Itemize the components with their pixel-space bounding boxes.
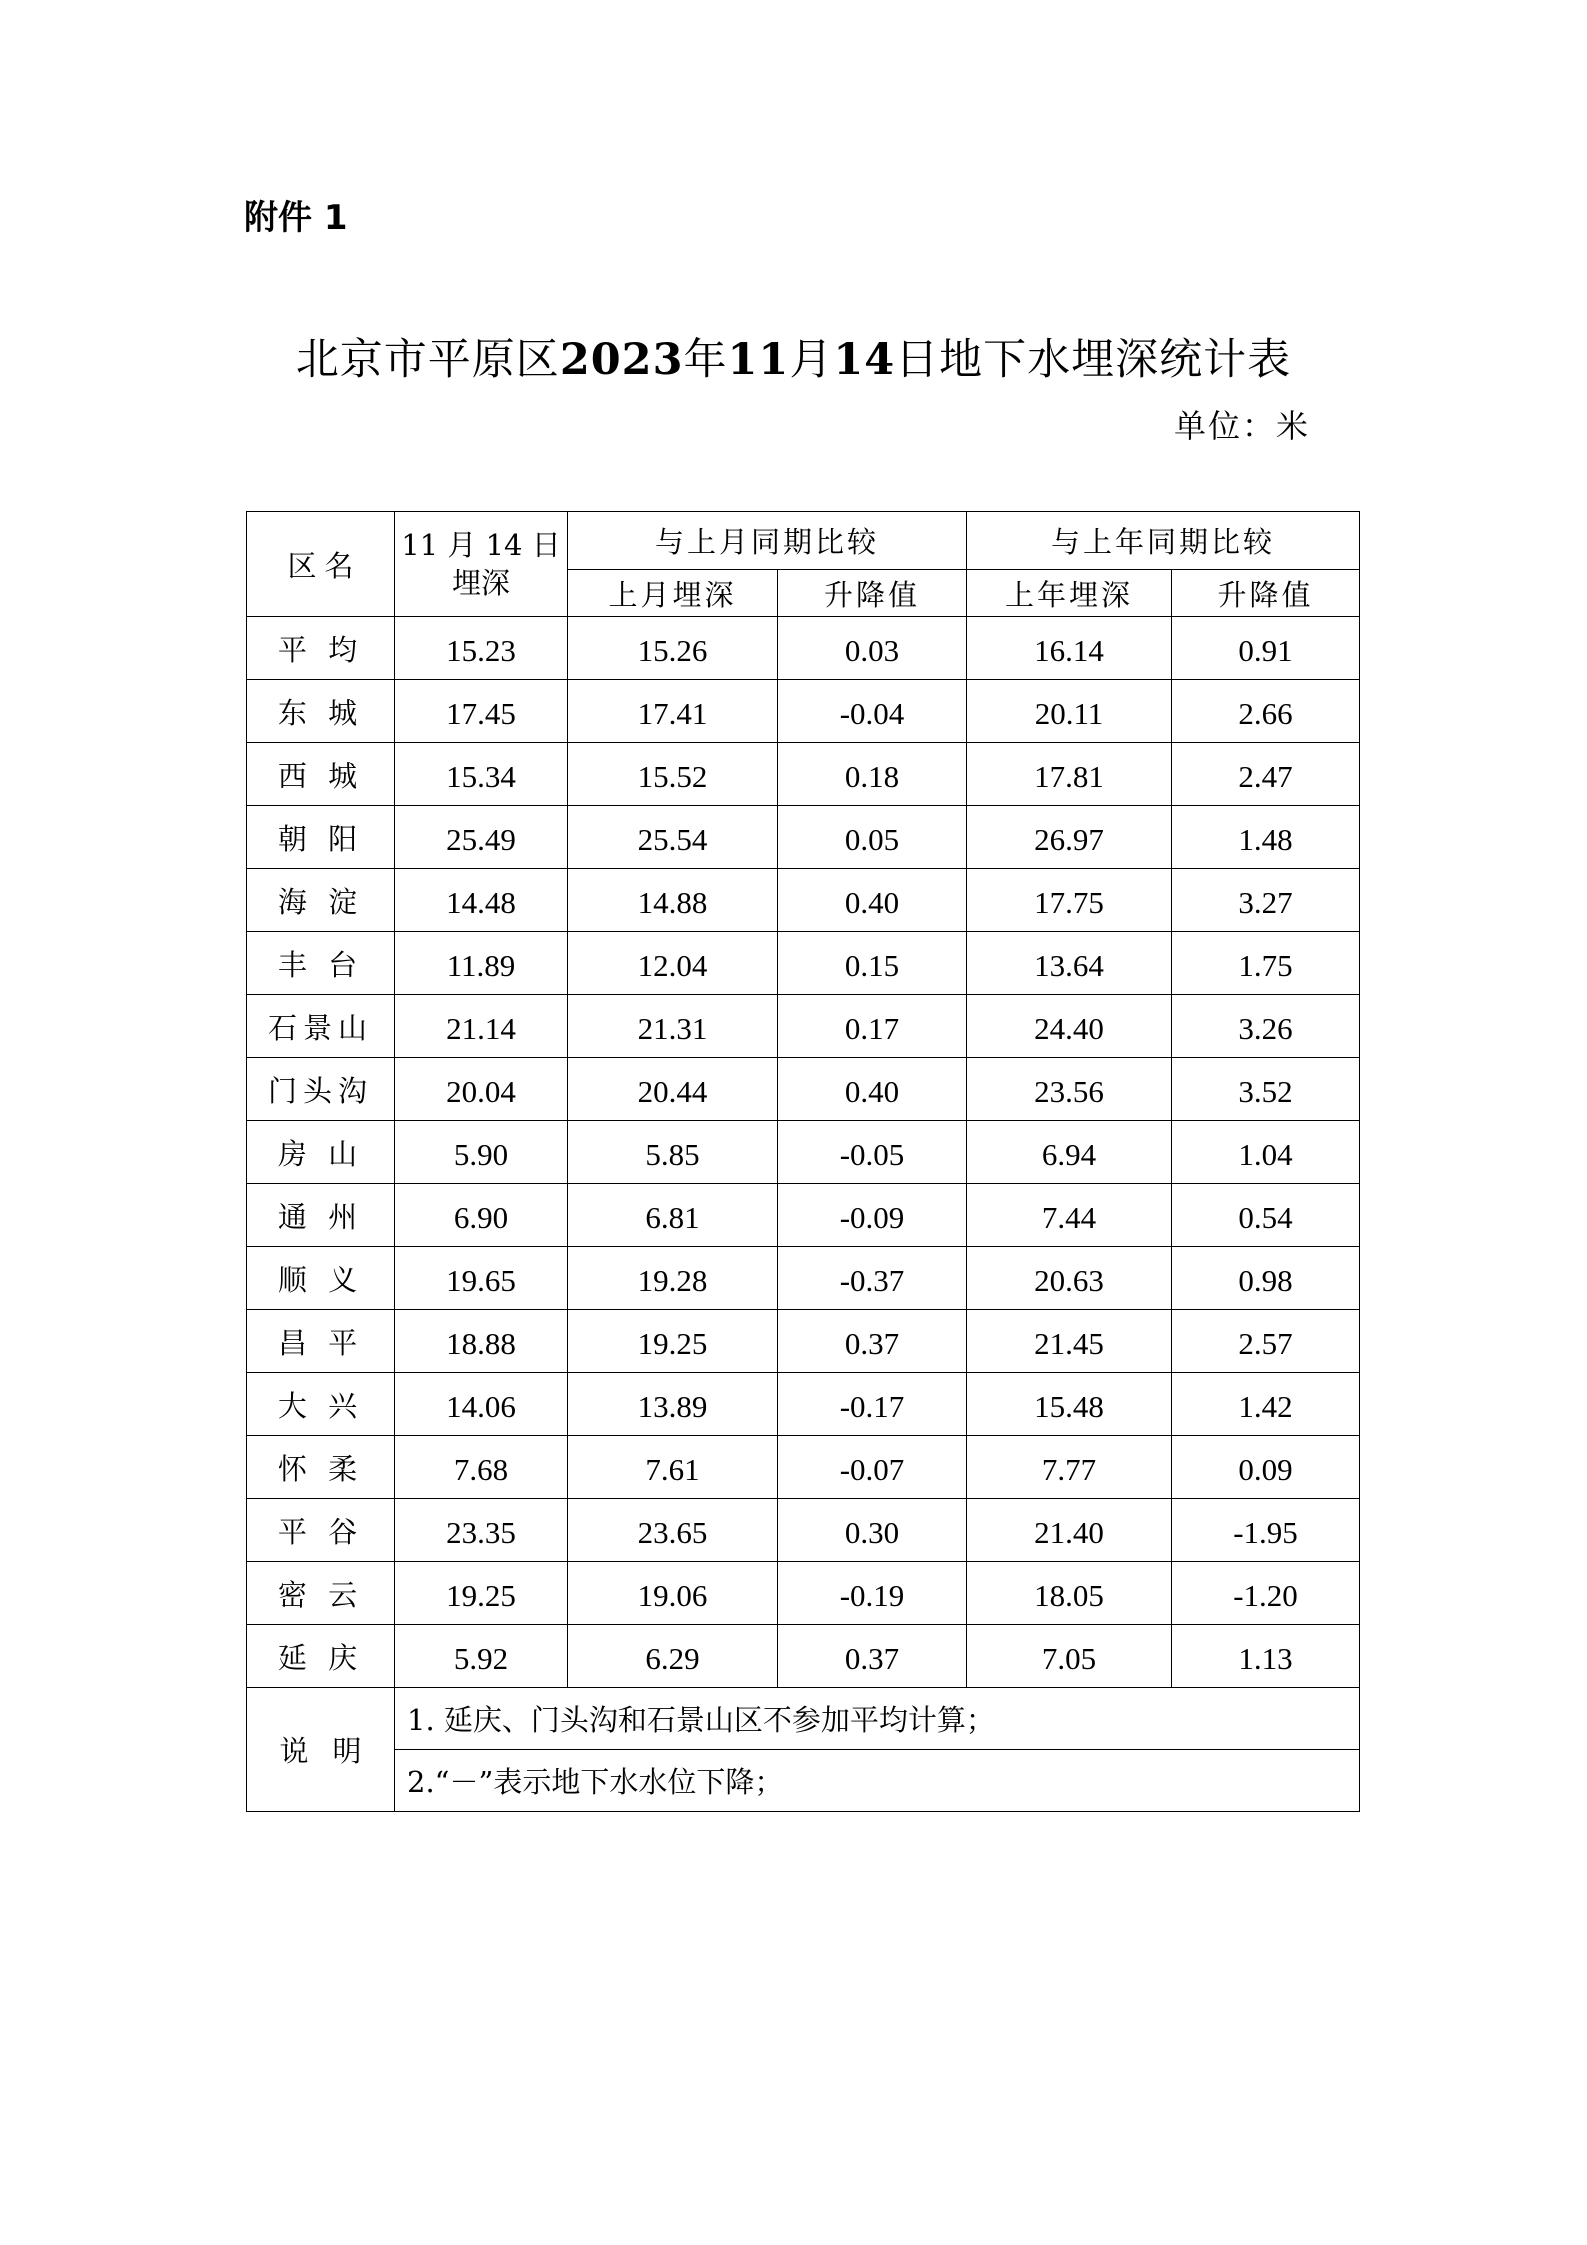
table-row [247,1310,1360,1373]
table-row [247,1499,1360,1562]
district-cell: 朝 阳 [247,806,395,869]
current-depth-cell: 14.06 [395,1373,568,1436]
current-depth-cell: 7.68 [395,1436,568,1499]
last-month-depth-cell: 21.31 [568,995,778,1058]
year-change-cell: -1.95 [1172,1499,1360,1562]
district-cell: 海 淀 [247,869,395,932]
table-row [247,1184,1360,1247]
district-cell: 房 山 [247,1121,395,1184]
title-suffix: 日地下水埋深统计表 [895,335,1292,385]
last-year-depth-cell: 7.77 [967,1436,1172,1499]
last-month-depth-cell: 14.88 [568,869,778,932]
month-change-cell: -0.09 [778,1184,967,1247]
table-body [247,512,1360,1812]
note-row [247,1750,1360,1812]
last-month-depth-cell: 23.65 [568,1499,778,1562]
current-depth-cell: 15.23 [395,617,568,680]
district-cell: 怀 柔 [247,1436,395,1499]
header-year-change: 升降值 [1172,570,1360,617]
district-cell: 丰 台 [247,932,395,995]
month-change-cell: -0.04 [778,680,967,743]
last-month-depth-cell: 6.29 [568,1625,778,1688]
year-change-cell: 0.09 [1172,1436,1360,1499]
district-cell: 顺 义 [247,1247,395,1310]
last-year-depth-cell: 26.97 [967,806,1172,869]
month-change-cell: 0.37 [778,1625,967,1688]
table-row [247,1562,1360,1625]
table-row [247,932,1360,995]
table-row [247,1373,1360,1436]
attachment-label: 附件 1 [244,198,348,238]
last-year-depth-cell: 15.48 [967,1373,1172,1436]
header-row-top [247,512,1360,570]
header-last-month-depth: 上月埋深 [568,570,778,617]
last-month-depth-cell: 20.44 [568,1058,778,1121]
current-depth-cell: 21.14 [395,995,568,1058]
title-day: 14 [833,335,896,385]
last-month-depth-cell: 12.04 [568,932,778,995]
last-year-depth-cell: 21.40 [967,1499,1172,1562]
last-year-depth-cell: 7.44 [967,1184,1172,1247]
table-row [247,995,1360,1058]
district-cell: 通 州 [247,1184,395,1247]
year-change-cell: 2.47 [1172,743,1360,806]
current-depth-cell: 19.65 [395,1247,568,1310]
year-change-cell: 1.48 [1172,806,1360,869]
table-row [247,1058,1360,1121]
year-change-cell: 1.42 [1172,1373,1360,1436]
month-change-cell: -0.19 [778,1562,967,1625]
table-row [247,1121,1360,1184]
year-change-cell: 0.98 [1172,1247,1360,1310]
header-year-compare: 与上年同期比较 [967,512,1360,570]
current-depth-cell: 18.88 [395,1310,568,1373]
note-row [247,1688,1360,1750]
current-depth-cell: 5.92 [395,1625,568,1688]
month-change-cell: -0.17 [778,1373,967,1436]
current-depth-cell: 20.04 [395,1058,568,1121]
table-row [247,1247,1360,1310]
year-change-cell: 2.66 [1172,680,1360,743]
last-month-depth-cell: 15.26 [568,617,778,680]
month-change-cell: -0.37 [778,1247,967,1310]
last-month-depth-cell: 25.54 [568,806,778,869]
month-change-cell: 0.17 [778,995,967,1058]
last-year-depth-cell: 17.75 [967,869,1172,932]
last-year-depth-cell: 16.14 [967,617,1172,680]
last-year-depth-cell: 21.45 [967,1310,1172,1373]
last-month-depth-cell: 6.81 [568,1184,778,1247]
month-change-cell: -0.05 [778,1121,967,1184]
district-cell: 密 云 [247,1562,395,1625]
last-year-depth-cell: 18.05 [967,1562,1172,1625]
table-row [247,617,1360,680]
district-cell: 东 城 [247,680,395,743]
current-depth-cell: 17.45 [395,680,568,743]
month-change-cell: 0.15 [778,932,967,995]
table-row [247,680,1360,743]
month-change-cell: -0.07 [778,1436,967,1499]
header-district: 区名 [247,512,395,617]
note-text: 2.“－”表示地下水水位下降； [395,1750,1360,1812]
header-current-depth: 11 月 14 日埋深 [395,512,568,617]
year-change-cell: 1.04 [1172,1121,1360,1184]
table-row [247,869,1360,932]
current-depth-cell: 25.49 [395,806,568,869]
groundwater-depth-table [246,511,1360,1812]
current-depth-cell: 14.48 [395,869,568,932]
year-change-cell: 3.27 [1172,869,1360,932]
month-change-cell: 0.40 [778,869,967,932]
district-cell: 大 兴 [247,1373,395,1436]
current-depth-cell: 6.90 [395,1184,568,1247]
table-row [247,1625,1360,1688]
last-year-depth-cell: 17.81 [967,743,1172,806]
current-depth-cell: 5.90 [395,1121,568,1184]
table-row [247,1436,1360,1499]
last-year-depth-cell: 23.56 [967,1058,1172,1121]
last-month-depth-cell: 15.52 [568,743,778,806]
notes-label: 说明 [247,1688,395,1812]
district-cell: 石景山 [247,995,395,1058]
last-month-depth-cell: 19.28 [568,1247,778,1310]
last-year-depth-cell: 7.05 [967,1625,1172,1688]
district-cell: 门头沟 [247,1058,395,1121]
last-year-depth-cell: 20.11 [967,680,1172,743]
year-change-cell: 1.13 [1172,1625,1360,1688]
header-month-compare: 与上月同期比较 [568,512,967,570]
month-change-cell: 0.40 [778,1058,967,1121]
current-depth-cell: 11.89 [395,932,568,995]
last-month-depth-cell: 13.89 [568,1373,778,1436]
current-depth-cell: 23.35 [395,1499,568,1562]
year-change-cell: 0.91 [1172,617,1360,680]
last-year-depth-cell: 6.94 [967,1121,1172,1184]
month-change-cell: 0.05 [778,806,967,869]
last-year-depth-cell: 24.40 [967,995,1172,1058]
page-title [200,330,1387,390]
year-change-cell: 2.57 [1172,1310,1360,1373]
note-text: 1. 延庆、门头沟和石景山区不参加平均计算； [395,1688,1360,1750]
year-change-cell: 0.54 [1172,1184,1360,1247]
header-last-year-depth: 上年埋深 [967,570,1172,617]
year-change-cell: 3.26 [1172,995,1360,1058]
table-row [247,806,1360,869]
table-row [247,743,1360,806]
district-cell: 平 谷 [247,1499,395,1562]
district-cell: 平 均 [247,617,395,680]
current-depth-cell: 15.34 [395,743,568,806]
month-change-cell: 0.18 [778,743,967,806]
month-change-cell: 0.37 [778,1310,967,1373]
title-year: 2023 [559,335,684,385]
last-month-depth-cell: 19.25 [568,1310,778,1373]
title-month: 11 [727,335,790,385]
title-prefix: 北京市平原区 [295,335,560,385]
last-year-depth-cell: 20.63 [967,1247,1172,1310]
last-month-depth-cell: 5.85 [568,1121,778,1184]
month-change-cell: 0.30 [778,1499,967,1562]
month-change-cell: 0.03 [778,617,967,680]
title-year-unit: 年 [683,335,728,385]
current-depth-cell: 19.25 [395,1562,568,1625]
last-month-depth-cell: 19.06 [568,1562,778,1625]
last-month-depth-cell: 7.61 [568,1436,778,1499]
header-month-change: 升降值 [778,570,967,617]
year-change-cell: 3.52 [1172,1058,1360,1121]
unit-label: 单位：米 [1173,407,1310,445]
last-year-depth-cell: 13.64 [967,932,1172,995]
last-month-depth-cell: 17.41 [568,680,778,743]
year-change-cell: -1.20 [1172,1562,1360,1625]
district-cell: 西 城 [247,743,395,806]
district-cell: 昌 平 [247,1310,395,1373]
title-month-unit: 月 [789,335,834,385]
district-cell: 延 庆 [247,1625,395,1688]
year-change-cell: 1.75 [1172,932,1360,995]
